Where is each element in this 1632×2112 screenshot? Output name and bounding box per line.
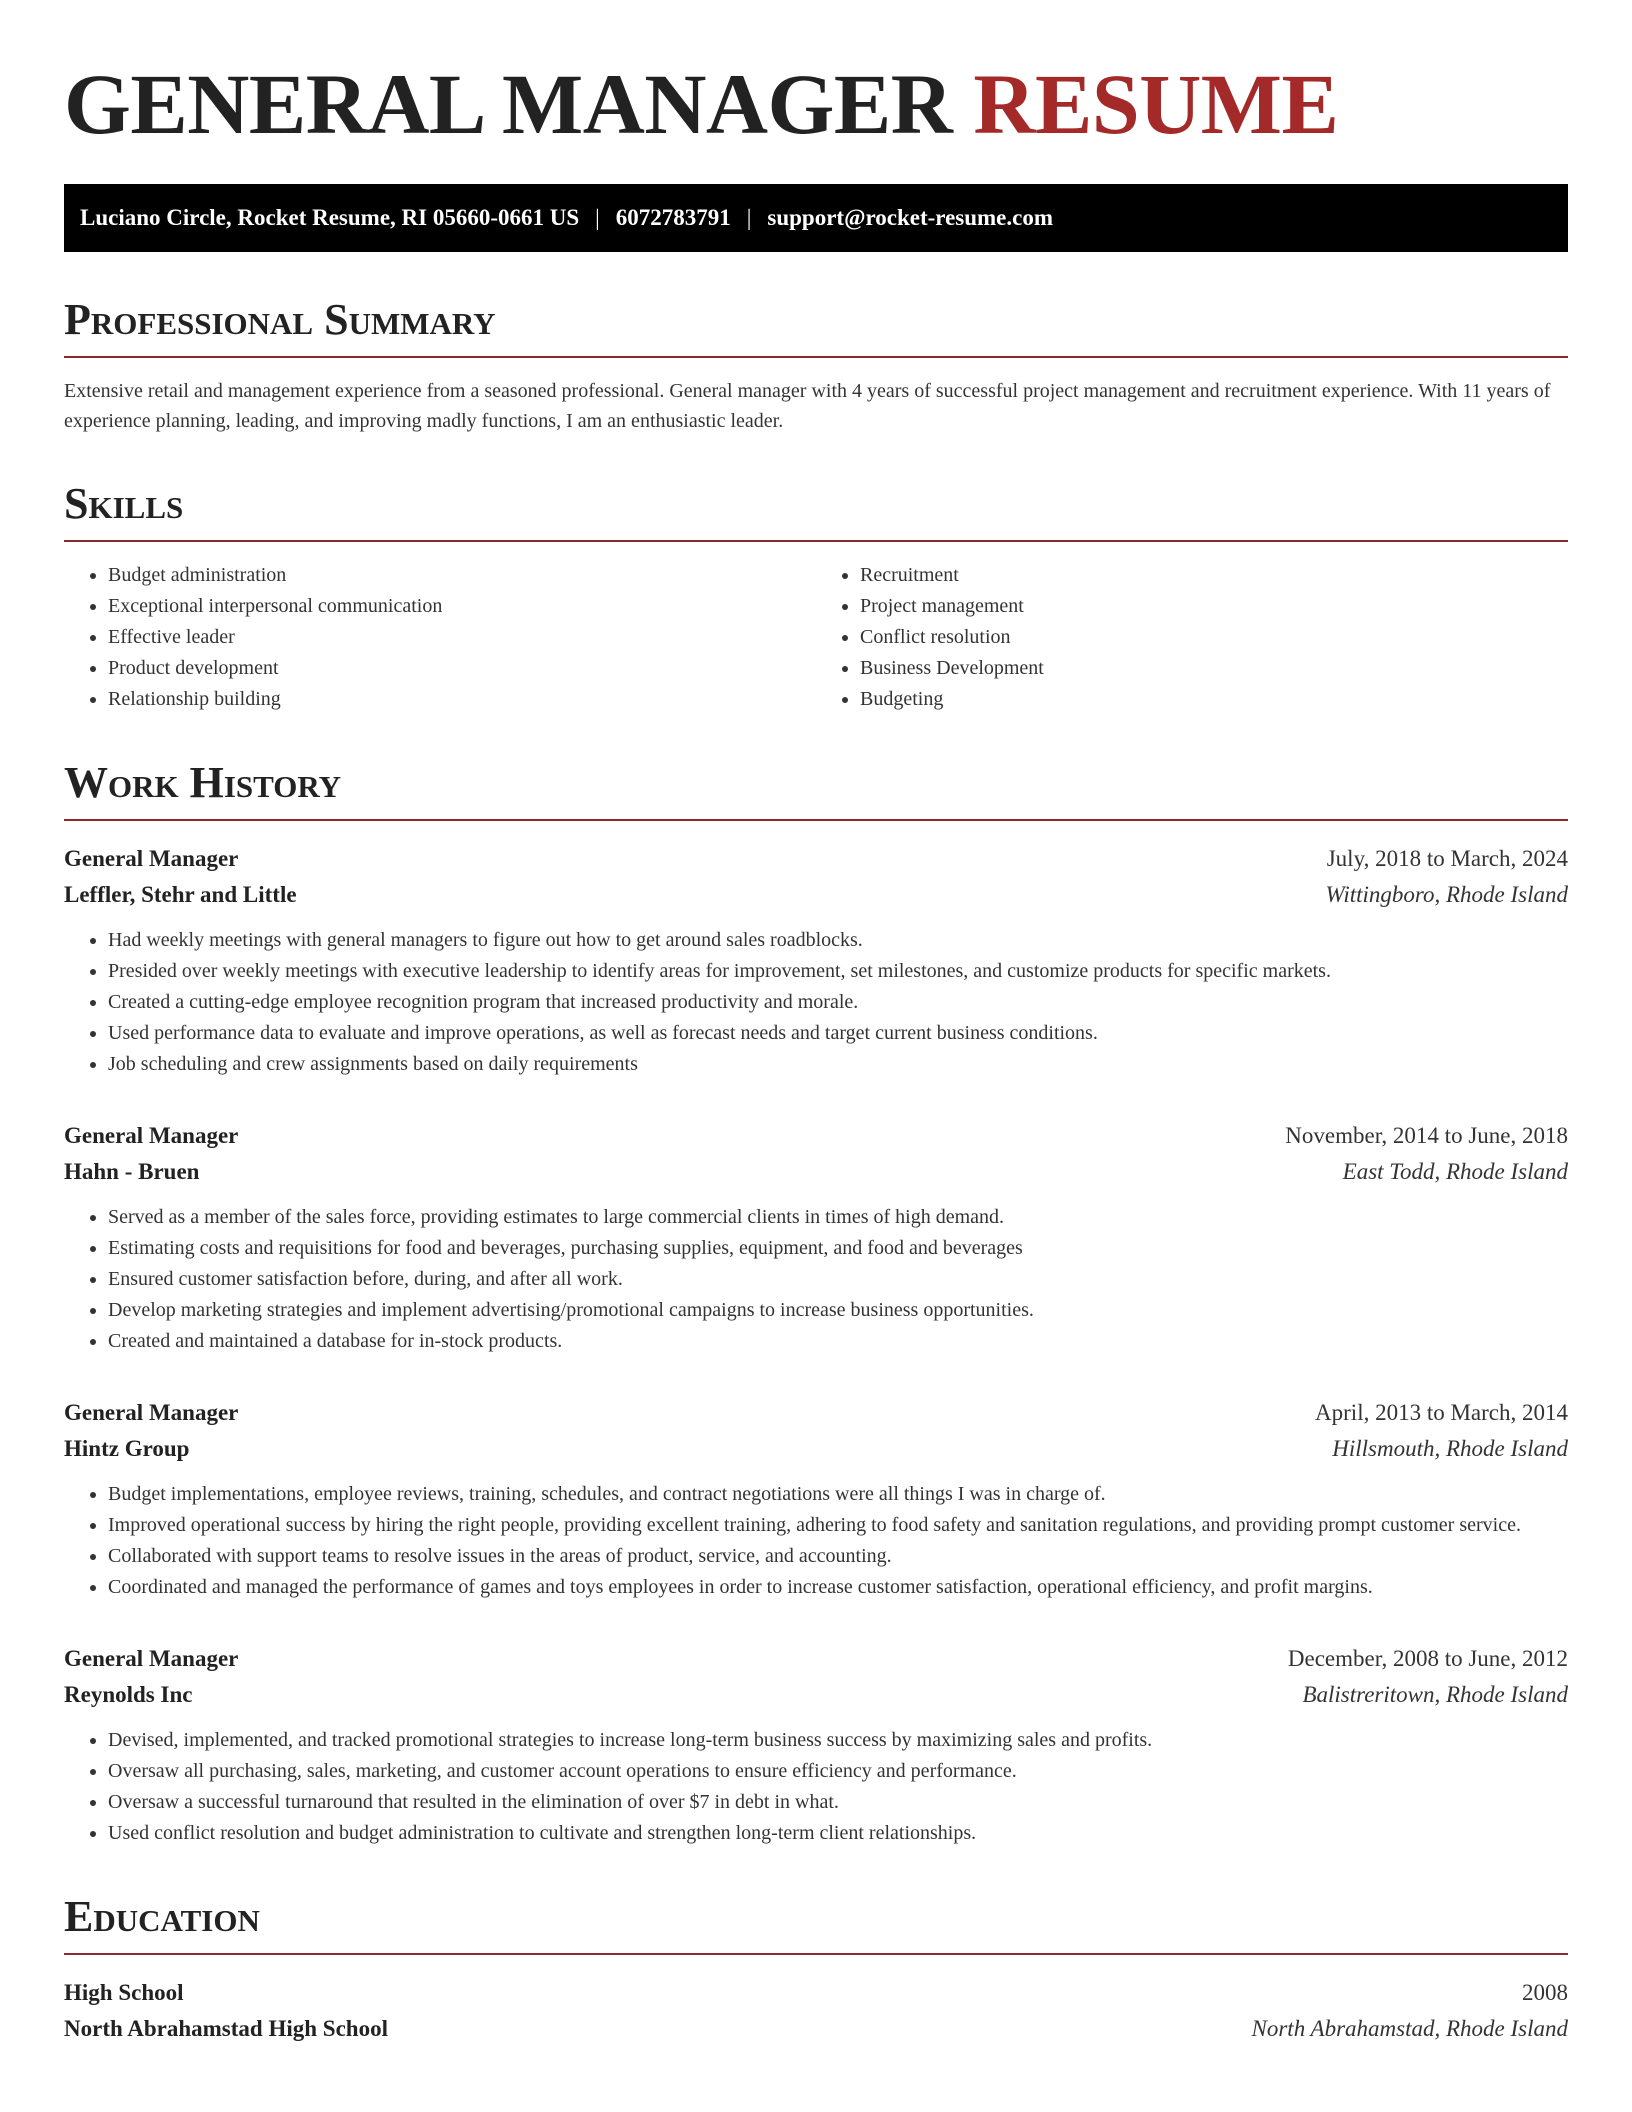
job-dates: December, 2008 to June, 2012 — [1287, 1646, 1568, 1671]
skill-item: • Project management — [860, 591, 1568, 622]
job-bullet: • Ensured customer satisfaction before, during, and after all work. — [108, 1264, 1568, 1295]
title-main: GENERAL MANAGER — [64, 56, 953, 152]
contact-email: support@rocket-resume.com — [767, 205, 1054, 230]
job-bullet: • Presided over weekly meetings with executive leadership to identify areas for improvement, set milestones, and customize products for specific markets. — [108, 956, 1568, 987]
skills-section — [64, 480, 1568, 715]
job-bullet: • Improved operational success by hiring the right people, providing excellent training, adhering to food safety and sanitation regulations, and providing prompt customer service. — [108, 1510, 1568, 1541]
job-bullet: • Used conflict resolution and budget administration to cultivate and strengthen long-term client relationships. — [108, 1818, 1568, 1849]
job-bullets — [64, 925, 1568, 1080]
skill-item: • Conflict resolution — [860, 622, 1568, 653]
work-history-heading: Work History — [64, 759, 1568, 821]
job-bullet: • Devised, implemented, and tracked promotional strategies to increase long-term business success by maximizing sales and profits. — [108, 1725, 1568, 1756]
job-bullet: • Had weekly meetings with general managers to figure out how to get around sales roadblocks. — [108, 925, 1568, 956]
education-location: North Abrahamstad, Rhode Island — [1251, 2016, 1568, 2041]
job-company: Hahn - Bruen — [64, 1159, 200, 1184]
skills-list-right — [816, 560, 1568, 715]
job-location: Hillsmouth, Rhode Island — [1332, 1436, 1568, 1461]
job-bullet: • Collaborated with support teams to resolve issues in the areas of product, service, and accounting. — [108, 1541, 1568, 1572]
job-title: General Manager — [64, 1123, 239, 1148]
job-dates: July, 2018 to March, 2024 — [1326, 846, 1568, 871]
job-bullets — [64, 1725, 1568, 1849]
education-entry — [64, 1975, 1568, 2047]
job-entry — [64, 1641, 1568, 1849]
job-bullet: • Created a cutting-edge employee recognition program that increased productivity and morale. — [108, 987, 1568, 1018]
job-dates: November, 2014 to June, 2018 — [1285, 1123, 1568, 1148]
job-company: Hintz Group — [64, 1436, 190, 1461]
summary-heading: Professional Summary — [64, 296, 1568, 358]
contact-phone: 6072783791 — [615, 205, 731, 230]
job-company: Leffler, Stehr and Little — [64, 882, 297, 907]
job-bullet: • Job scheduling and crew assignments based on daily requirements — [108, 1049, 1568, 1080]
education-heading: Education — [64, 1893, 1568, 1955]
contact-separator: | — [746, 205, 752, 230]
job-bullet: • Coordinated and managed the performance of games and toys employees in order to increase customer satisfaction, operational efficiency, and profit margins. — [108, 1572, 1568, 1603]
job-bullet: • Develop marketing strategies and implement advertising/promotional campaigns to increase business opportunities. — [108, 1295, 1568, 1326]
job-bullet: • Estimating costs and requisitions for food and beverages, purchasing supplies, equipment, and food and beverages — [108, 1233, 1568, 1264]
resume-title — [64, 58, 1568, 150]
skill-item: • Business Development — [860, 653, 1568, 684]
job-location: East Todd, Rhode Island — [1342, 1159, 1568, 1184]
job-location: Balistreritown, Rhode Island — [1302, 1682, 1568, 1707]
summary-text: Extensive retail and management experience from a seasoned professional. General manager with 4 years of successful project management and recruitment experience. With 11 years of experience planning, leading, and improving madly functions, I am an enthusiastic leader. — [64, 380, 1551, 432]
skill-item: • Effective leader — [108, 622, 816, 653]
job-bullet: • Created and maintained a database for in-stock products. — [108, 1326, 1568, 1357]
skill-item: • Relationship building — [108, 684, 816, 715]
job-bullets — [64, 1479, 1568, 1603]
job-bullet: • Oversaw all purchasing, sales, marketing, and customer account operations to ensure efficiency and performance. — [108, 1756, 1568, 1787]
skill-item: • Recruitment — [860, 560, 1568, 591]
skills-heading: Skills — [64, 480, 1568, 542]
education-school: North Abrahamstad High School — [64, 2016, 388, 2041]
job-entry — [64, 1118, 1568, 1357]
skills-columns — [64, 560, 1568, 715]
contact-bar — [64, 184, 1568, 252]
education-section — [64, 1893, 1568, 2047]
job-title: General Manager — [64, 846, 239, 871]
job-dates: April, 2013 to March, 2014 — [1315, 1400, 1568, 1425]
skill-item: • Budgeting — [860, 684, 1568, 715]
skill-item: • Budget administration — [108, 560, 816, 591]
education-year: 2008 — [1522, 1980, 1568, 2005]
job-title: General Manager — [64, 1646, 239, 1671]
contact-address: Luciano Circle, Rocket Resume, RI 05660-0661 US — [80, 205, 580, 230]
job-company: Reynolds Inc — [64, 1682, 193, 1707]
education-degree: High School — [64, 1980, 184, 2005]
work-history-section — [64, 759, 1568, 1849]
job-bullet: • Budget implementations, employee reviews, training, schedules, and contract negotiations were all things I was in charge of. — [108, 1479, 1568, 1510]
job-bullet: • Served as a member of the sales force, providing estimates to large commercial clients in times of high demand. — [108, 1202, 1568, 1233]
contact-separator: | — [595, 205, 600, 230]
job-bullet: • Used performance data to evaluate and improve operations, as well as forecast needs and target current business conditions. — [108, 1018, 1568, 1049]
skill-item: • Exceptional interpersonal communication — [108, 591, 816, 622]
job-title: General Manager — [64, 1400, 239, 1425]
job-bullets — [64, 1202, 1568, 1357]
job-entry — [64, 1395, 1568, 1603]
job-location: Wittingboro, Rhode Island — [1325, 882, 1568, 907]
title-accent: RESUME — [973, 56, 1339, 152]
job-entry — [64, 841, 1568, 1080]
job-bullet: • Oversaw a successful turnaround that resulted in the elimination of over $7 in debt in what. — [108, 1787, 1568, 1818]
skills-list-left — [64, 560, 816, 715]
summary-section — [64, 296, 1568, 436]
skill-item: • Product development — [108, 653, 816, 684]
